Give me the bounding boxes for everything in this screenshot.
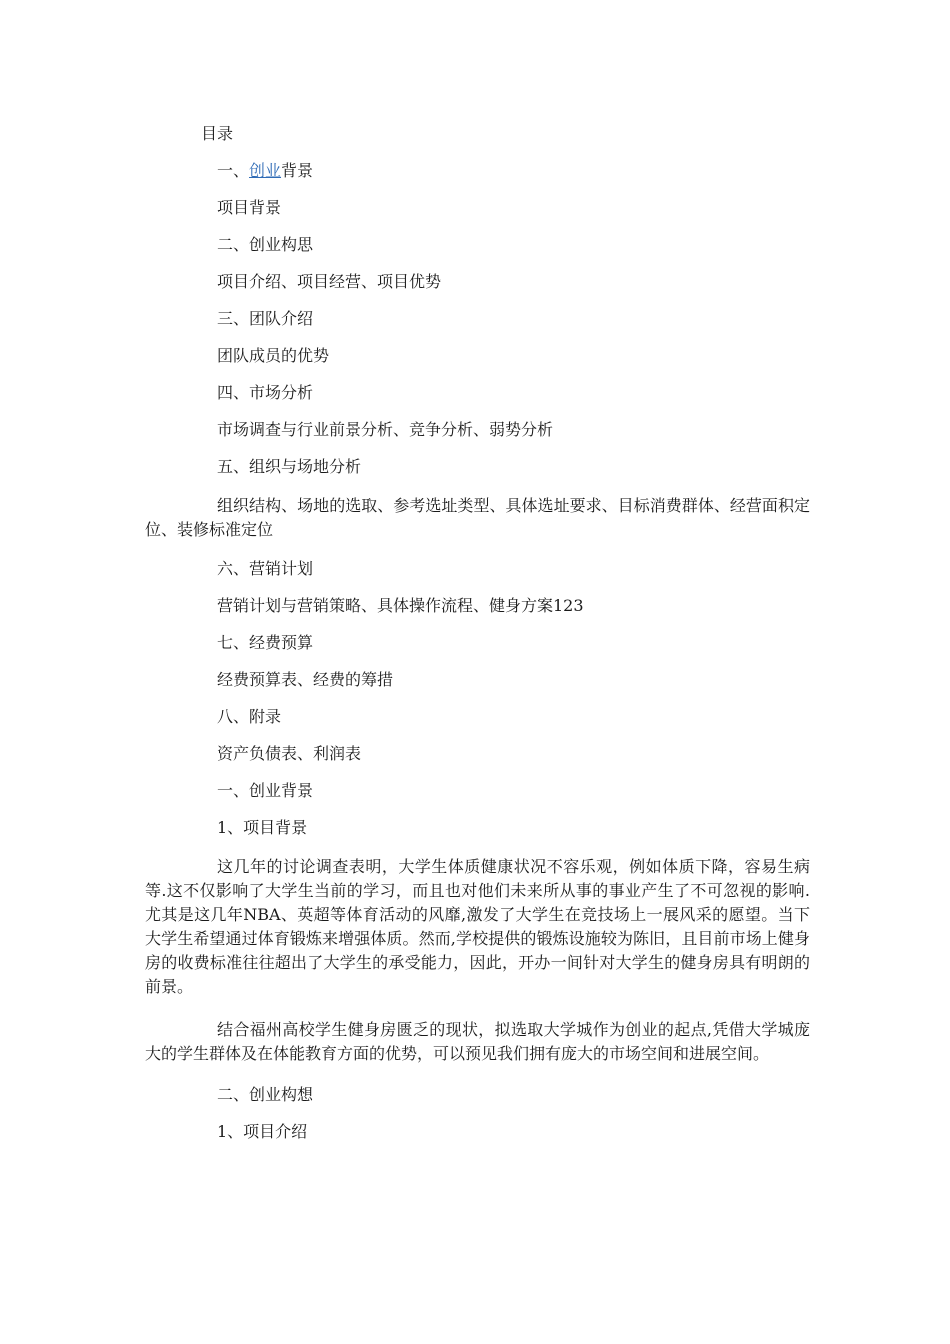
toc-section-8: 八、附录: [217, 707, 282, 726]
heading-project-background: 1、项目背景: [217, 818, 308, 837]
toc-title: 目录: [201, 124, 234, 143]
toc-section-8-sub: 资产负债表、利润表: [217, 744, 362, 763]
toc-section-5: 五、组织与场地分析: [217, 457, 362, 476]
toc-section-2-sub: 项目介绍、项目经营、项目优势: [217, 272, 442, 291]
heading-section-2: 二、创业构想: [217, 1085, 314, 1104]
document-page: [145, 124, 810, 1159]
toc-section-6-sub: 营销计划与营销策略、具体操作流程、健身方案123: [217, 596, 584, 615]
toc-section-5-sub: 组织结构、场地的选取、参考选址类型、具体选址要求、目标消费群体、经营面积定位、装修标准定位: [145, 496, 810, 539]
toc-section-3-sub: 团队成员的优势: [217, 346, 330, 365]
toc-section-2: 二、创业构思: [217, 235, 314, 254]
paragraph-background-2: 结合福州高校学生健身房匮乏的现状，拟选取大学城作为创业的起点,凭借大学城庞大的学生群体及在体能教育方面的优势，可以预见我们拥有庞大的市场空间和进展空间。: [145, 1020, 810, 1063]
toc-section-7: 七、经费预算: [217, 633, 314, 652]
toc-section-7-sub: 经费预算表、经费的筹措: [217, 670, 394, 689]
toc-section-4: 四、市场分析: [217, 383, 314, 402]
toc-section-1-sub: 项目背景: [217, 198, 282, 217]
toc-section-1-prefix: 一、: [217, 161, 250, 180]
toc-section-3: 三、团队介绍: [217, 309, 314, 328]
startup-link[interactable]: 创业: [249, 161, 282, 180]
toc-section-6: 六、营销计划: [217, 559, 314, 578]
heading-section-1: 一、创业背景: [217, 781, 314, 800]
toc-section-1: [145, 161, 810, 181]
paragraph-background-1: 这几年的讨论调查表明，大学生体质健康状况不容乐观，例如体质下降，容易生病等.这不仅影响了大学生当前的学习，而且也对他们未来所从事的事业产生了不可忽视的影响.尤其是这几年NBA、英超等体育活动的风靡,激发了大学生在竞技场上一展风采的愿望。当下大学生希望通过体育锻炼来增强体质。然而,学校提供的锻炼设施较为陈旧，且目前市场上健身房的收费标准往往超出了大学生的承受能力，因此，开办一间针对大学生的健身房具有明朗的前景。: [145, 857, 810, 996]
toc-section-1-suffix: 背景: [281, 161, 314, 180]
heading-project-intro: 1、项目介绍: [217, 1122, 308, 1141]
toc-section-4-sub: 市场调查与行业前景分析、竞争分析、弱势分析: [217, 420, 554, 439]
